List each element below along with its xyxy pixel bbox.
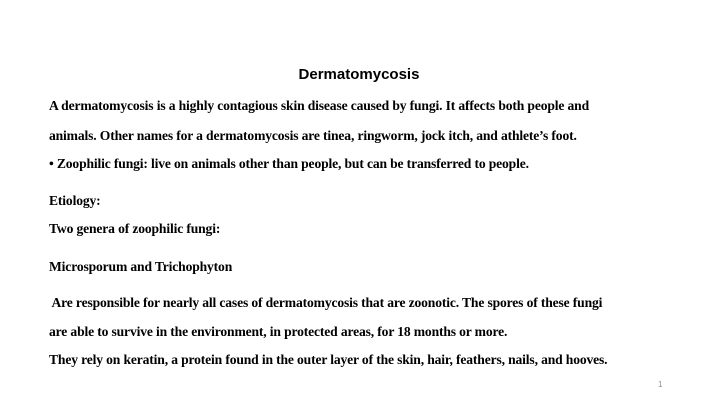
bullet-zoophilic: • Zoophilic fungi: live on animals other than people, but can be transferred to people. [49, 156, 529, 171]
intro-line-1: A dermatomycosis is a highly contagious skin disease caused by fungi. It affects both people and [49, 98, 589, 113]
slide-title: Dermatomycosis [298, 66, 420, 83]
genera-names: Microsporum and Trichophyton [49, 259, 233, 274]
etiology-heading: Etiology: [49, 193, 101, 208]
responsible-line-2: are able to survive in the environment, in protected areas, for 18 months or more. [49, 324, 508, 339]
keratin-line: They rely on keratin, a protein found in the outer layer of the skin, hair, feathers, nails, and hooves. [49, 352, 608, 367]
genera-intro: Two genera of zoophilic fungi: [49, 221, 221, 236]
intro-line-2: animals. Other names for a dermatomycosis are tinea, ringworm, jock itch, and athlete’s foot. [49, 128, 577, 143]
responsible-line-1: Are responsible for nearly all cases of dermatomycosis that are zoonotic. The spores of these fungi [49, 295, 603, 310]
page-number: 1 [658, 380, 663, 389]
